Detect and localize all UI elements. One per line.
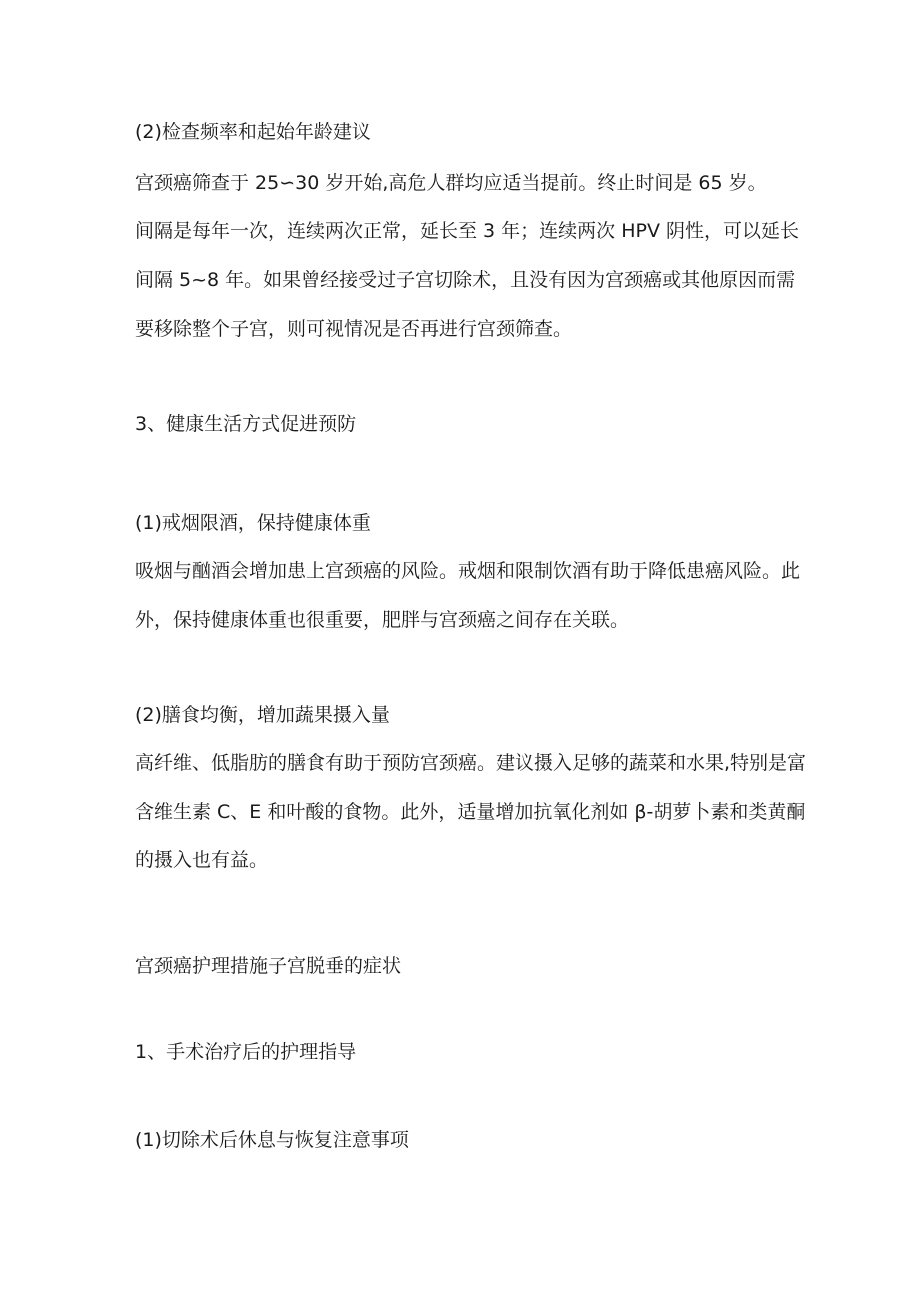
subsection-heading-rest-recovery: (1)切除术后休息与恢复注意事项 (135, 1129, 409, 1151)
section-heading-healthy-lifestyle: 3、健康生活方式促进预防 (135, 413, 357, 435)
part-title: 宫颈癌护理措施子宫脱垂的症状 (135, 955, 402, 977)
paragraph-line: 宫颈癌筛查于 25∽30 岁开始,高危人群均应适当提前。终止时间是 65 岁。 (135, 172, 767, 194)
subsection-heading-balanced-diet: (2)膳食均衡，增加蔬果摄入量 (135, 704, 390, 726)
paragraph-line: 外，保持健康体重也很重要，肥胖与宫颈癌之间存在关联。 (135, 609, 630, 631)
subsection-heading-quit-smoking: (1)戒烟限酒，保持健康体重 (135, 512, 371, 534)
paragraph-line: 含维生素 C、E 和叶酸的食物。此外，适量增加抗氧化剂如 β-胡萝卜素和类黄酮 (135, 801, 806, 823)
paragraph-line: 高纤维、低脂肪的膳食有助于预防宫颈癌。建议摄入足够的蔬菜和水果,特别是富 (135, 752, 807, 774)
paragraph-line: 吸烟与酗酒会增加患上宫颈癌的风险。戒烟和限制饮酒有助于降低患癌风险。此 (135, 560, 801, 582)
paragraph-line: 间隔是每年一次，连续两次正常，延长至 3 年；连续两次 HPV 阴性，可以延长 (135, 220, 799, 242)
section-heading-check-frequency: (2)检查频率和起始年龄建议 (135, 121, 371, 143)
paragraph-line: 要移除整个子宫，则可视情况是否再进行宫颈筛查。 (135, 318, 573, 340)
paragraph-line: 的摄入也有益。 (135, 849, 269, 871)
section-heading-post-surgery-care: 1、手术治疗后的护理指导 (135, 1041, 357, 1063)
paragraph-line: 间隔 5~8 年。如果曾经接受过子宫切除术，且没有因为宫颈癌或其他原因而需 (135, 269, 796, 291)
